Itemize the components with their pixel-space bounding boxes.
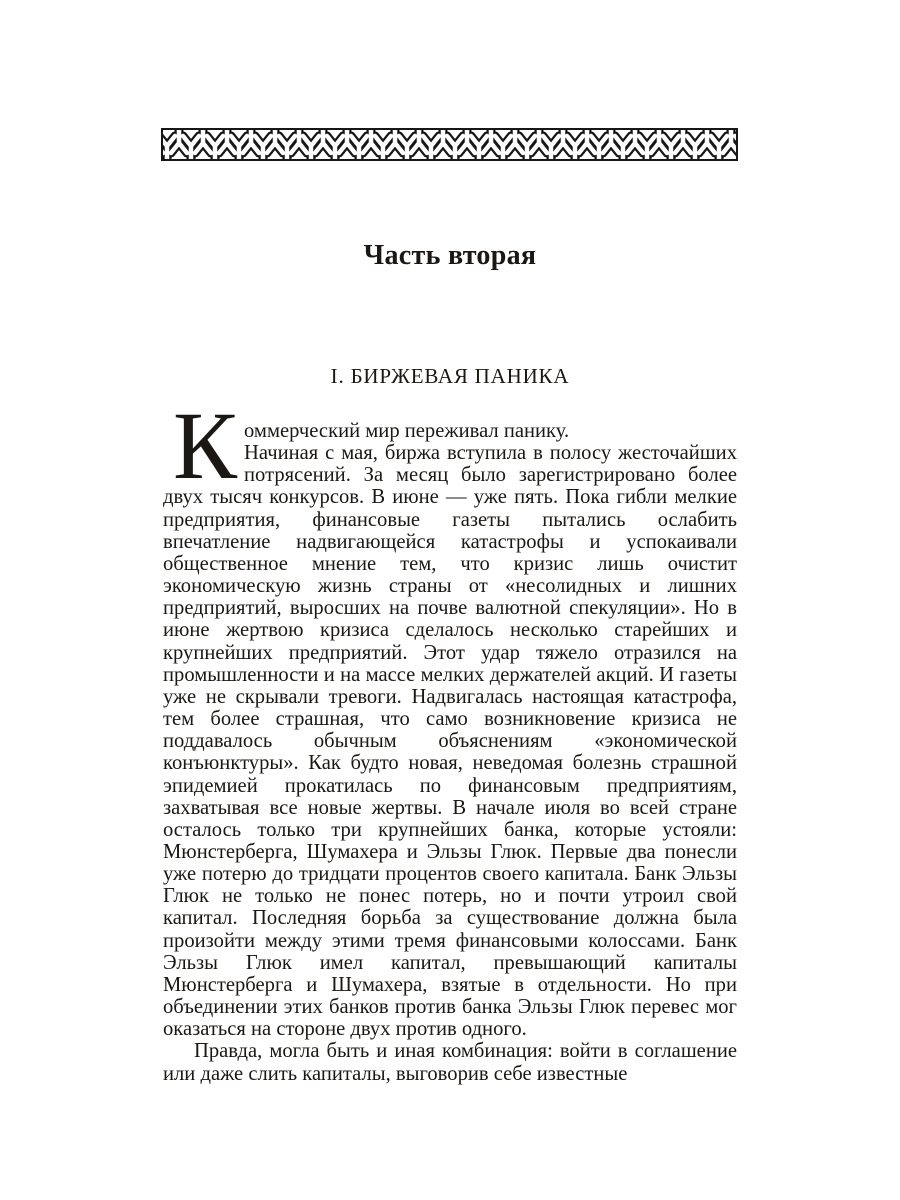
knotwork-pattern-graphic [161, 128, 738, 161]
ornament-border [161, 128, 738, 161]
paragraph-main: Начиная с мая, биржа вступила в полосу жесточайших потрясений. За месяц было зарегистрировано более двух тысяч конкурсов. В июне — уже пять. Пока гибли мелкие предприятия, финансовые газеты пытались ослабить впечатление надвигающейся катастрофы и успокаивали общественное мнение тем, что кризис лишь очистит экономическую жизнь страны от «несолидных и лишних предприятий, выросших на почве валютной спекуляции». Но в июне жертвою кризиса сделалось несколько старейших и крупнейших предприятий. Этот удар тяжело отразился на промышленности и на массе мелких держателей акций. И газеты уже не скрывали тревоги. Надвигалась настоящая катастрофа, тем более страшная, что само возникновение кризиса не поддавалось обычным объяснениям «экономической конъюнктуры». Как будто новая, неведомая болезнь страшной эпидемией прокатилась по финансовым предприятиям, захватывая все новые жертвы. В начале июля во всей стране осталось только три крупнейших банка, которые устояли: Мюнстерберга, Шумахера и Эльзы Глюк. Первые два понесли уже потерю до тридцати процентов своего капитала. Банк Эльзы Глюк не только не понес потерь, но и почти утроил свой капитал. Последняя борьба за существование должна была произойти между этими тремя финансовыми колоссами. Банк Эльзы Глюк имел капитал, превышающий капиталы Мюнстерберга и Шумахера, взятые в отдельности. Но при объединении этих банков против банка Эльзы Глюк перевес мог оказаться на стороне двух против одного. [163, 442, 737, 1041]
paragraph-last: Правда, могла быть и иная комбинация: войти в соглашение или даже слить капиталы, выговорив себе известные [163, 1040, 737, 1085]
body-text [163, 392, 737, 1085]
drop-cap: К [173, 392, 238, 499]
part-heading: Часть вторая [363, 240, 537, 271]
chapter-heading: I. БИРЖЕВАЯ ПАНИКА [330, 364, 570, 388]
paragraph-opening: оммерческий мир переживал панику. [244, 420, 570, 442]
